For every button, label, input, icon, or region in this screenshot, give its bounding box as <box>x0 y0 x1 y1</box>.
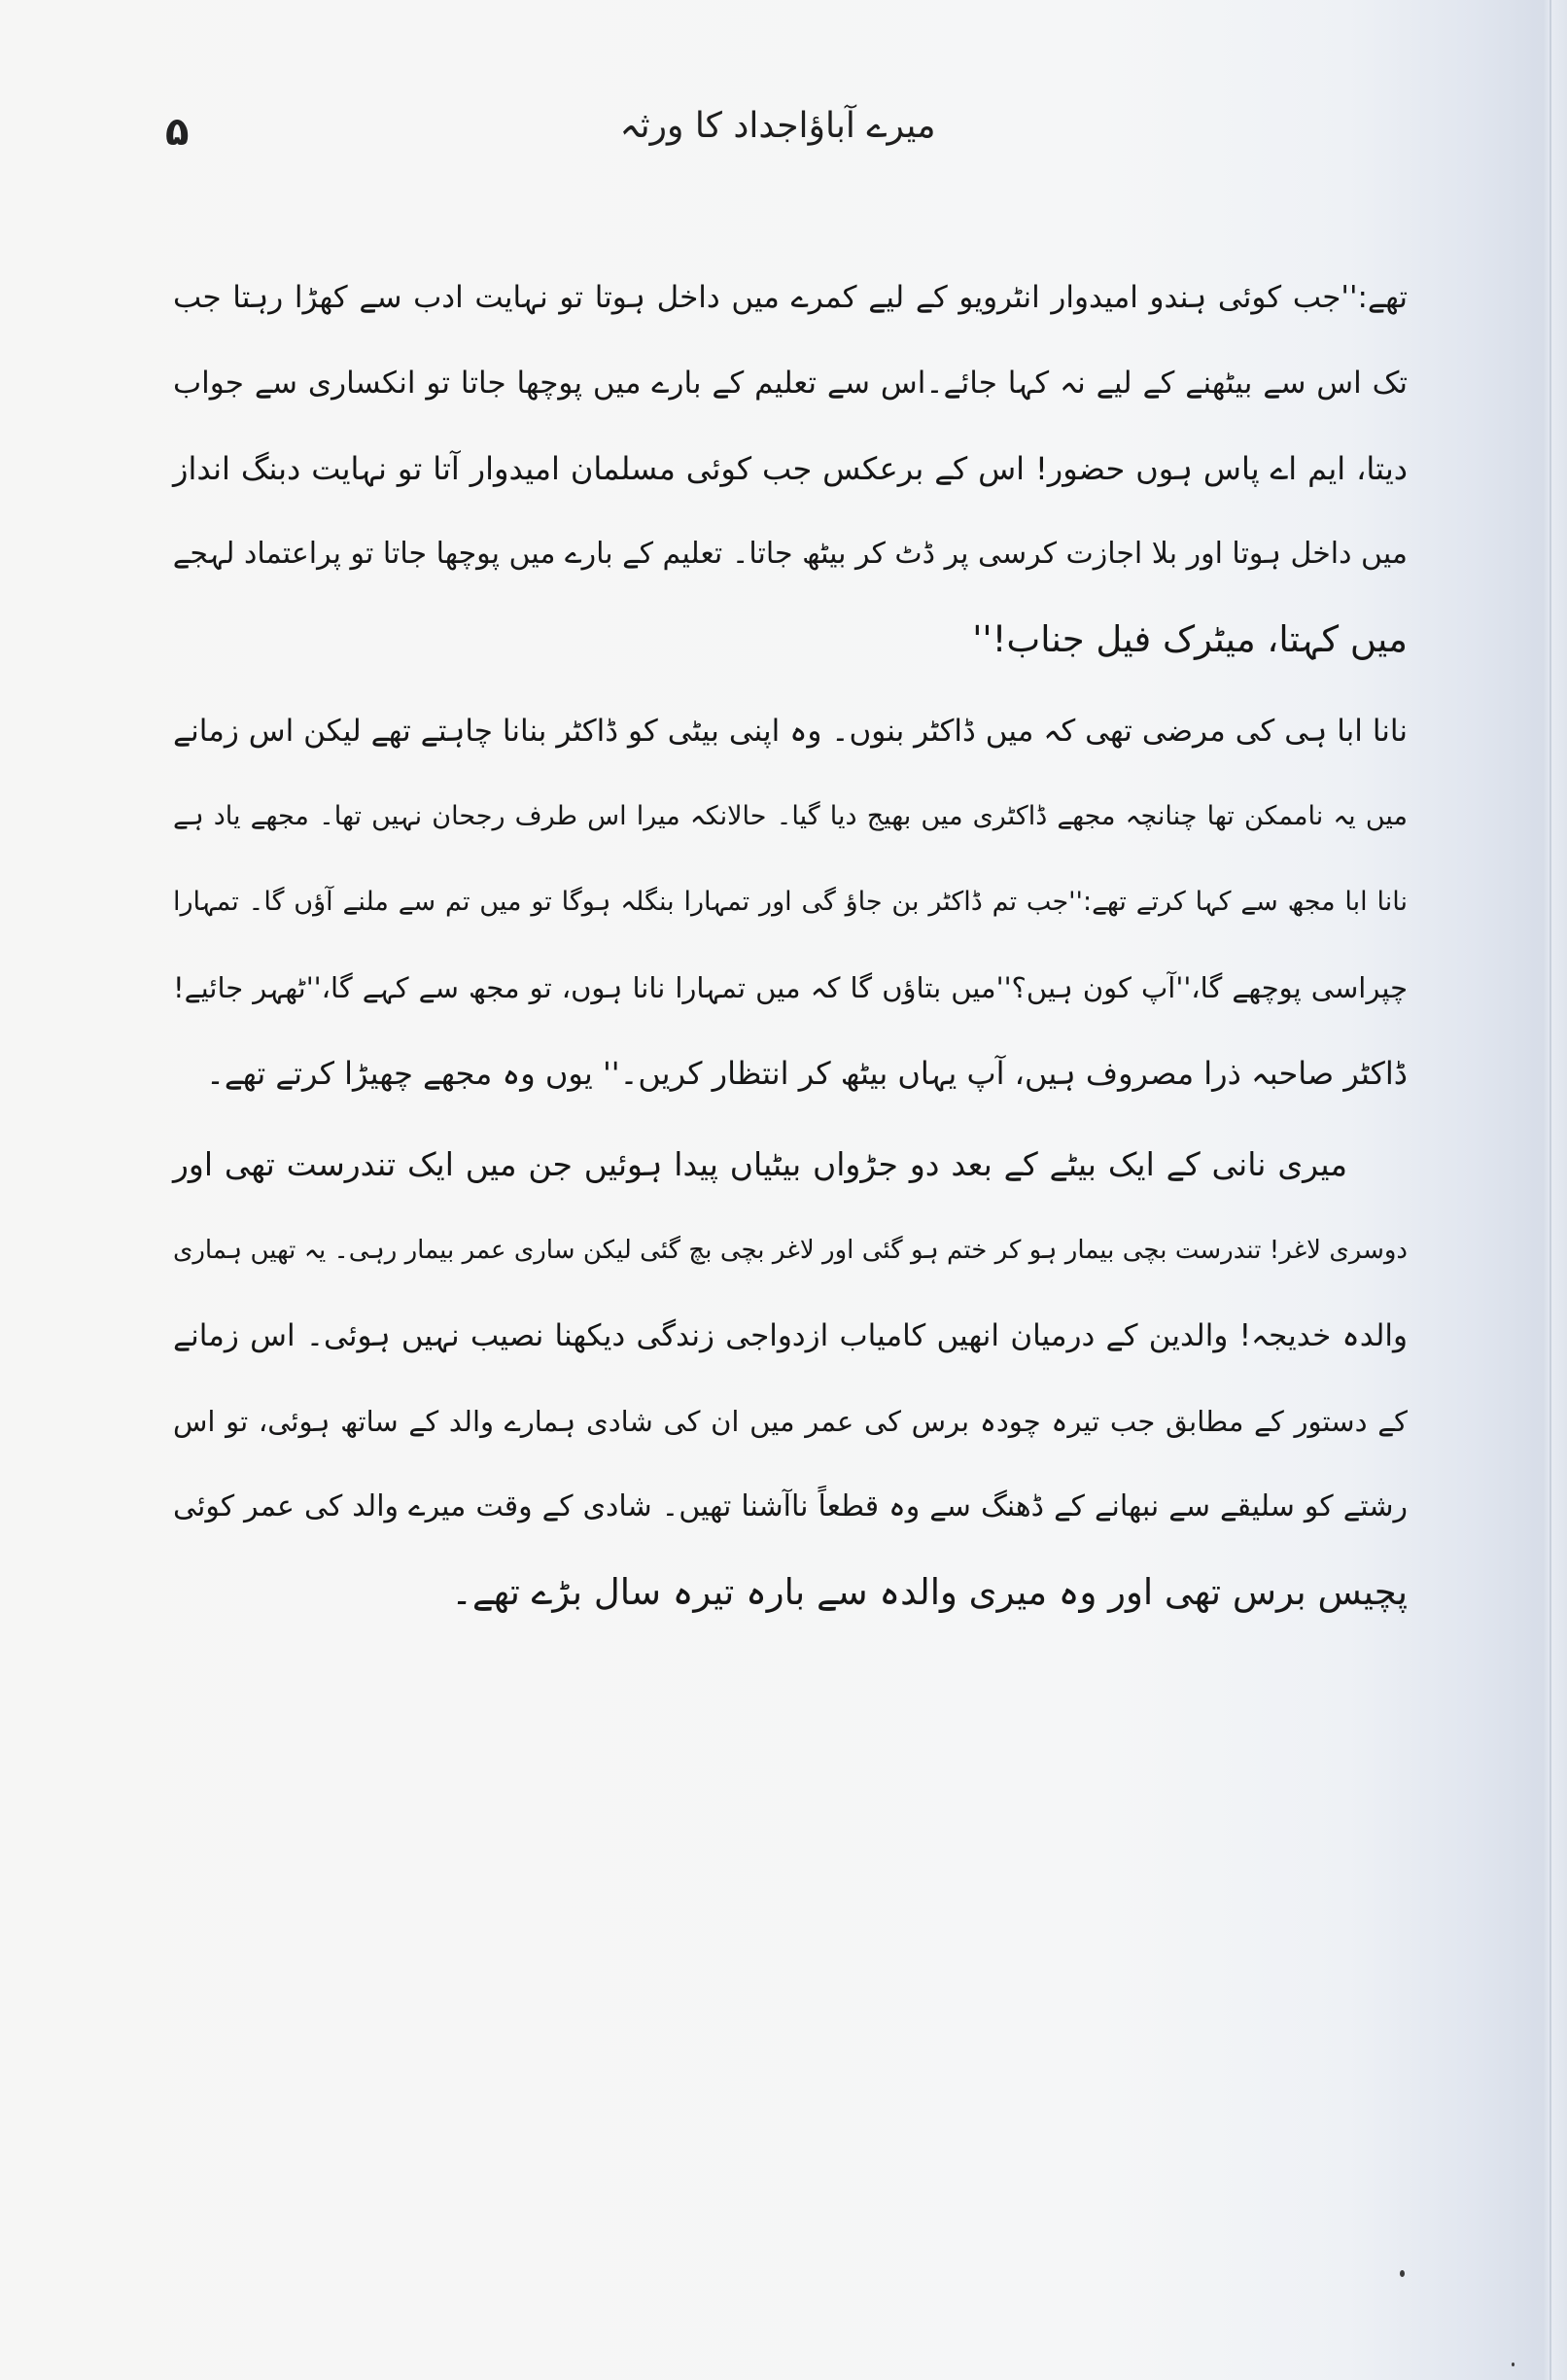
text-line: رشتے کو سلیقے سے نبھانے کے ڈھنگ سے وہ قطعاً ناآشنا تھیں۔ شادی کے وقت میرے والد کی عمر کوئی <box>173 1489 1408 1523</box>
paragraph <box>173 688 1408 1116</box>
text-line: دوسری لاغر! تندرست بچی بیمار ہو کر ختم ہو گئی اور لاغر بچی بچ گئی لیکن ساری عمر بیمار رہی۔ یہ تھیں ہماری <box>173 1236 1408 1265</box>
binding-gutter <box>1550 0 1551 2380</box>
text-line: میں کہتا، میٹرک فیل جناب!'' <box>972 618 1408 660</box>
paragraph <box>173 255 1408 682</box>
text-line: ڈاکٹر صاحبہ ذرا مصروف ہیں، آپ یہاں بیٹھ کر انتظار کریں۔'' یوں وہ مجھے چھیڑا کرتے تھے۔ <box>206 1055 1408 1092</box>
page-number: ۵ <box>165 110 190 155</box>
text-line: نانا ابا مجھ سے کہا کرتے تھے:''جب تم ڈاکٹر بن جاؤ گی اور تمہارا بنگلہ ہوگا تو میں تم سے ملنے آؤں گا۔ تمہارا <box>173 887 1408 917</box>
text-line: چپراسی پوچھے گا،''آپ کون ہیں؟''میں بتاؤں گا کہ میں تمہارا نانا ہوں، تو مجھ سے کہے گا،''ٹھہر جائیے! <box>173 971 1408 1004</box>
text-line: نانا ابا ہی کی مرضی تھی کہ میں ڈاکٹر بنوں۔ وہ اپنی بیٹی کو ڈاکٹر بنانا چاہتے تھے لیکن اس زمانے <box>173 714 1408 749</box>
paper-speck <box>1400 2270 1405 2277</box>
paragraph <box>173 1122 1408 1635</box>
text-line: تک اس سے بیٹھنے کے لیے نہ کہا جائے۔اس سے تعلیم کے بارے میں پوچھا جاتا تو انکساری سے جواب <box>173 366 1408 401</box>
text-line: کے دستور کے مطابق جب تیرہ چودہ برس کی عمر میں ان کی شادی ہمارے والد کے ساتھ ہوئی، تو اس <box>173 1405 1408 1438</box>
body-text <box>173 255 1408 1635</box>
text-line: تھے:''جب کوئی ہندو امیدوار انٹرویو کے لیے کمرے میں داخل ہوتا تو نہایت ادب سے کھڑا رہتا جب <box>173 280 1408 315</box>
text-line: دیتا، ایم اے پاس ہوں حضور! اس کے برعکس جب کوئی مسلمان امیدوار آتا تو نہایت دبنگ انداز <box>173 450 1408 487</box>
text-line: پچیس برس تھی اور وہ میری والدہ سے بارہ تیرہ سال بڑے تھے۔ <box>451 1571 1408 1613</box>
page-header <box>126 102 1429 170</box>
text-line: میری نانی کے ایک بیٹے کے بعد دو جڑواں بیٹیاں پیدا ہوئیں جن میں ایک تندرست تھی اور <box>173 1145 1347 1183</box>
text-line: میں داخل ہوتا اور بلا اجازت کرسی پر ڈٹ کر بیٹھ جاتا۔ تعلیم کے بارے میں پوچھا جاتا تو پراعتماد لہجے <box>172 537 1408 571</box>
text-line: والدہ خدیجہ! والدین کے درمیان انھیں کامیاب ازدواجی زندگی دیکھنا نصیب نہیں ہوئی۔ اس زمانے <box>173 1318 1408 1353</box>
paper-speck <box>1512 2362 1515 2366</box>
text-line: میں یہ ناممکن تھا چنانچہ مجھے ڈاکٹری میں بھیج دیا گیا۔ حالانکہ میرا اس طرف رجحان نہیں تھا۔ مجھے یاد ہے <box>173 801 1408 831</box>
running-title: میرے آباؤاجداد کا ورثہ <box>619 106 936 146</box>
